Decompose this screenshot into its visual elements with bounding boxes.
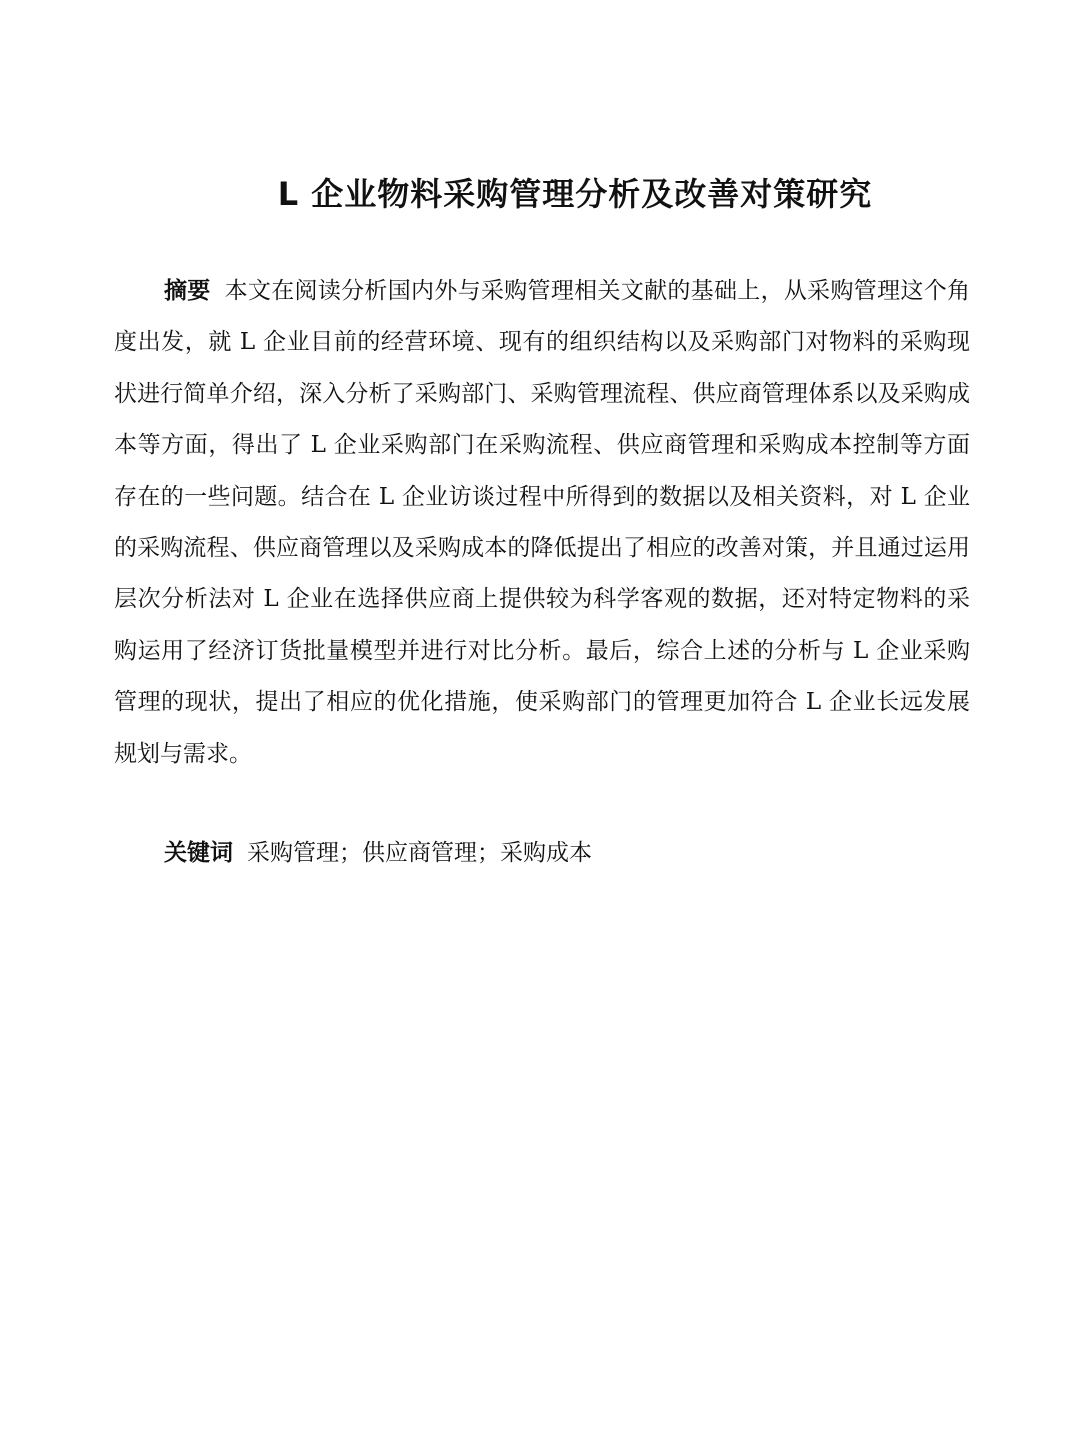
paper-title: L 企业物料采购管理分析及改善对策研究 <box>277 175 873 213</box>
keywords-line <box>164 828 970 879</box>
abstract-text: 本文在阅读分析国内外与采购管理相关文献的基础上，从采购管理这个角度出发，就 L 企业目前的经营环境、现有的组织结构以及采购部门对物料的采购现状进行简单介绍，深入分析了采购部门、采购管理流程、供应商管理体系以及采购成本等方面，得出了 L 企业采购部门在采购流程、供应商管理和采购成本控制等方面存在的一些问题。结合在 L 企业访谈过程中所得到的数据以及相关资料，对 L 企业的采购流程、供应商管理以及采购成本的降低提出了相应的改善对策，并且通过运用层次分析法对 L 企业在选择供应商上提供较为科学客观的数据，还对特定物料的采购运用了经济订货批量模型并进行对比分析。最后，综合上述的分析与 L 企业采购管理的现状，提出了相应的优化措施，使采购部门的管理更加符合 L 企业长远发展规划与需求。 <box>114 278 971 767</box>
abstract-paragraph <box>114 266 970 780</box>
keywords-label: 关键词 <box>164 840 233 866</box>
keywords-text: 采购管理；供应商管理；采购成本 <box>247 840 592 866</box>
abstract-label: 摘要 <box>164 278 211 304</box>
